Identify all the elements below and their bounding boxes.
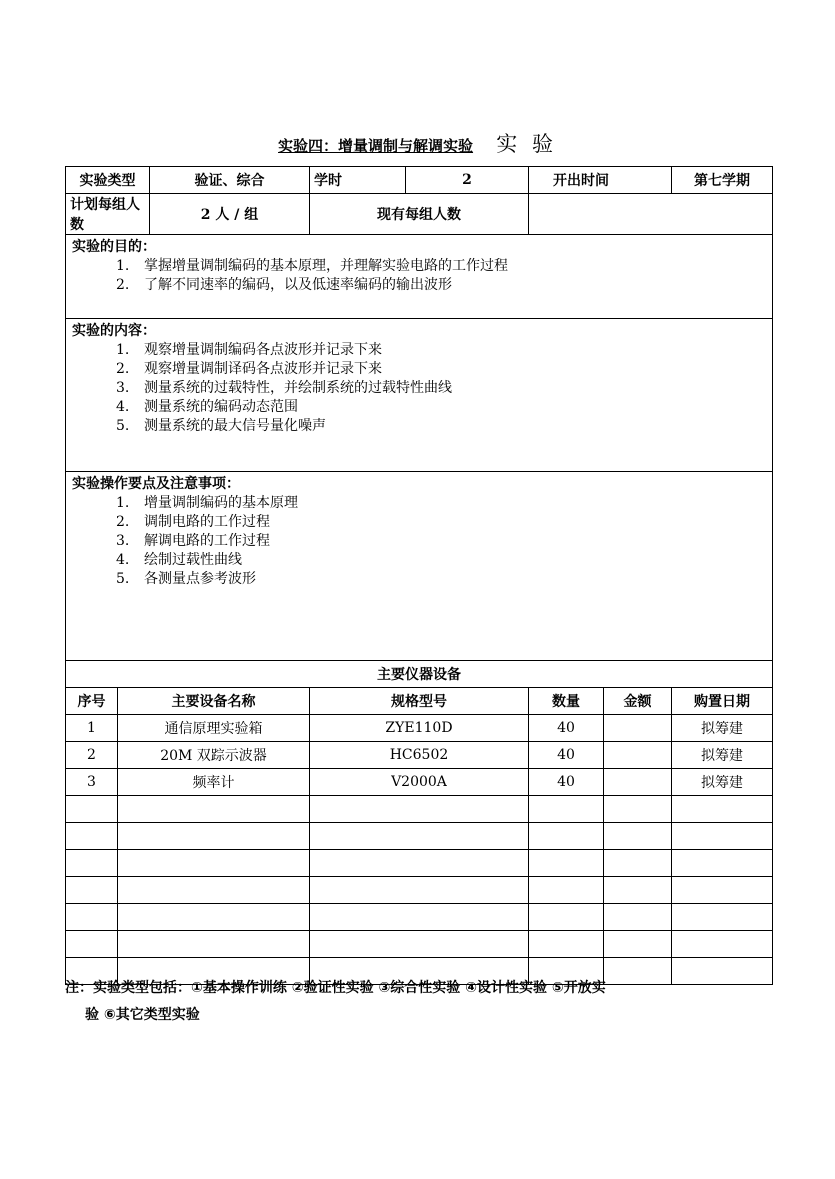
header-index: 序号 bbox=[66, 688, 118, 715]
list-item: 5. 测量系统的最大信号量化噪声 bbox=[116, 418, 326, 434]
cell-name: 通信原理实验箱 bbox=[118, 715, 310, 742]
cell-quantity bbox=[529, 823, 604, 850]
table-row bbox=[66, 850, 773, 877]
cell-quantity: 40 bbox=[529, 769, 604, 796]
cell-quantity bbox=[529, 877, 604, 904]
content-section bbox=[66, 319, 773, 472]
experiment-title: 实验四：增量调制与解调实验 bbox=[278, 137, 474, 155]
type-label: 实验类型 bbox=[66, 167, 150, 194]
cell-purchase-date: 拟筹建 bbox=[672, 715, 773, 742]
cell-amount bbox=[604, 823, 672, 850]
cell-quantity bbox=[529, 850, 604, 877]
cell-index bbox=[66, 823, 118, 850]
cell-purchase-date bbox=[672, 796, 773, 823]
cell-amount bbox=[604, 850, 672, 877]
table-row bbox=[66, 877, 773, 904]
cell-model: V2000A bbox=[310, 769, 529, 796]
cell-model bbox=[310, 823, 529, 850]
cell-amount bbox=[604, 742, 672, 769]
list-item: 1. 增量调制编码的基本原理 bbox=[116, 495, 298, 511]
cell-name bbox=[118, 904, 310, 931]
cell-name: 频率计 bbox=[118, 769, 310, 796]
cell-index bbox=[66, 904, 118, 931]
cell-index: 2 bbox=[66, 742, 118, 769]
cell-index bbox=[66, 931, 118, 958]
cell-name: 20M 双踪示波器 bbox=[118, 742, 310, 769]
equipment-header-row bbox=[66, 688, 773, 715]
footnote-line-1: 注：实验类型包括：①基本操作训练 ②验证性实验 ③综合性实验 ④设计性实验 ⑤开放实 bbox=[65, 980, 606, 996]
equipment-section-title: 主要仪器设备 bbox=[66, 661, 773, 688]
points-heading: 实验操作要点及注意事项： bbox=[72, 476, 240, 492]
cell-model: ZYE110D bbox=[310, 715, 529, 742]
cell-amount bbox=[604, 904, 672, 931]
cell-model bbox=[310, 796, 529, 823]
list-item: 4. 绘制过载性曲线 bbox=[116, 552, 242, 568]
cell-model: HC6502 bbox=[310, 742, 529, 769]
table-row bbox=[66, 796, 773, 823]
header-name: 主要设备名称 bbox=[118, 688, 310, 715]
cell-name bbox=[118, 931, 310, 958]
footnote bbox=[65, 975, 775, 1029]
cell-quantity: 40 bbox=[529, 742, 604, 769]
cell-index bbox=[66, 796, 118, 823]
cell-amount bbox=[604, 715, 672, 742]
list-item: 5. 各测量点参考波形 bbox=[116, 571, 256, 587]
cell-index: 1 bbox=[66, 715, 118, 742]
cell-index bbox=[66, 877, 118, 904]
list-item: 4. 测量系统的编码动态范围 bbox=[116, 399, 298, 415]
cell-purchase-date: 拟筹建 bbox=[672, 742, 773, 769]
list-item: 2. 调制电路的工作过程 bbox=[116, 514, 270, 530]
cell-amount bbox=[604, 796, 672, 823]
table-row bbox=[66, 742, 773, 769]
cell-model bbox=[310, 904, 529, 931]
cell-name bbox=[118, 850, 310, 877]
start-time-value: 第七学期 bbox=[672, 167, 773, 194]
experiment-title-suffix: 实 验 bbox=[496, 132, 557, 156]
list-item: 1. 观察增量调制编码各点波形并记录下来 bbox=[116, 342, 382, 358]
table-row bbox=[66, 715, 773, 742]
purpose-heading: 实验的目的： bbox=[72, 239, 156, 255]
header-quantity: 数量 bbox=[529, 688, 604, 715]
hours-label: 学时 bbox=[310, 167, 406, 194]
hours-value: 2 bbox=[406, 167, 529, 194]
plan-value: 2 人 / 组 bbox=[150, 194, 310, 235]
info-row-2 bbox=[66, 194, 773, 235]
cell-quantity: 40 bbox=[529, 715, 604, 742]
equipment-rows bbox=[66, 715, 773, 985]
current-label: 现有每组人数 bbox=[310, 194, 529, 235]
table-row bbox=[66, 769, 773, 796]
cell-quantity bbox=[529, 904, 604, 931]
experiment-form-table bbox=[65, 166, 773, 985]
list-item: 3. 测量系统的过载特性，并绘制系统的过载特性曲线 bbox=[116, 380, 452, 396]
content-heading: 实验的内容： bbox=[72, 323, 156, 339]
start-time-label: 开出时间 bbox=[529, 167, 672, 194]
table-row bbox=[66, 823, 773, 850]
current-value bbox=[529, 194, 773, 235]
cell-quantity bbox=[529, 796, 604, 823]
cell-purchase-date bbox=[672, 904, 773, 931]
info-row-1 bbox=[66, 167, 773, 194]
cell-amount bbox=[604, 877, 672, 904]
purpose-section bbox=[66, 235, 773, 319]
cell-model bbox=[310, 931, 529, 958]
cell-model bbox=[310, 850, 529, 877]
header-model: 规格型号 bbox=[310, 688, 529, 715]
cell-purchase-date bbox=[672, 850, 773, 877]
table-row bbox=[66, 904, 773, 931]
list-item: 1. 掌握增量调制编码的基本原理，并理解实验电路的工作过程 bbox=[116, 258, 508, 274]
cell-name bbox=[118, 877, 310, 904]
cell-name bbox=[118, 823, 310, 850]
footnote-line-2: 验 ⑥其它类型实验 bbox=[85, 1007, 200, 1023]
cell-amount bbox=[604, 769, 672, 796]
cell-purchase-date bbox=[672, 931, 773, 958]
type-value: 验证、综合 bbox=[150, 167, 310, 194]
header-amount: 金额 bbox=[604, 688, 672, 715]
plan-label: 计划每组人数 bbox=[66, 194, 150, 235]
cell-purchase-date: 拟筹建 bbox=[672, 769, 773, 796]
table-row bbox=[66, 931, 773, 958]
points-section bbox=[66, 472, 773, 661]
cell-quantity bbox=[529, 931, 604, 958]
header-purchase-date: 购置日期 bbox=[672, 688, 773, 715]
cell-purchase-date bbox=[672, 823, 773, 850]
cell-model bbox=[310, 877, 529, 904]
list-item: 2. 了解不同速率的编码，以及低速率编码的输出波形 bbox=[116, 277, 452, 293]
cell-index: 3 bbox=[66, 769, 118, 796]
list-item: 3. 解调电路的工作过程 bbox=[116, 533, 270, 549]
list-item: 2. 观察增量调制译码各点波形并记录下来 bbox=[116, 361, 382, 377]
cell-purchase-date bbox=[672, 877, 773, 904]
cell-amount bbox=[604, 931, 672, 958]
equipment-title-row bbox=[66, 661, 773, 688]
page-title bbox=[0, 128, 835, 158]
cell-name bbox=[118, 796, 310, 823]
cell-index bbox=[66, 850, 118, 877]
